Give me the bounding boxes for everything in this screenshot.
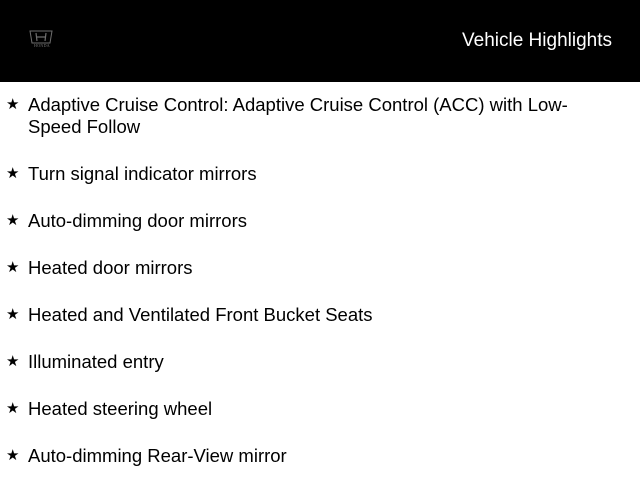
list-item bbox=[0, 398, 640, 420]
star-icon: ★ bbox=[6, 447, 20, 464]
star-icon: ★ bbox=[6, 212, 20, 229]
highlights-list bbox=[0, 94, 640, 492]
star-icon: ★ bbox=[6, 353, 20, 370]
star-icon: ★ bbox=[6, 259, 20, 276]
highlight-text: Turn signal indicator mirrors bbox=[28, 163, 257, 184]
list-item bbox=[0, 257, 640, 279]
list-item bbox=[0, 210, 640, 232]
highlight-text: Auto-dimming Rear-View mirror bbox=[28, 445, 287, 466]
list-item bbox=[0, 163, 640, 185]
highlight-text: Heated door mirrors bbox=[28, 257, 193, 278]
highlight-text: Heated steering wheel bbox=[28, 398, 213, 419]
list-item bbox=[0, 351, 640, 373]
list-item bbox=[0, 304, 640, 326]
list-item bbox=[0, 94, 640, 138]
star-icon: ★ bbox=[6, 400, 20, 417]
list-item bbox=[0, 445, 640, 467]
highlight-text: Illuminated entry bbox=[28, 351, 164, 372]
star-icon: ★ bbox=[6, 306, 20, 323]
logo-wordmark: HONDA bbox=[34, 43, 50, 48]
star-icon: ★ bbox=[6, 96, 20, 113]
highlight-text: Heated and Ventilated Front Bucket Seats bbox=[28, 304, 373, 325]
highlight-text: Auto-dimming door mirrors bbox=[28, 210, 247, 231]
header-bar bbox=[0, 0, 640, 82]
page-title: Vehicle Highlights bbox=[462, 30, 612, 51]
star-icon: ★ bbox=[6, 165, 20, 182]
highlight-text: Adaptive Cruise Control: Adaptive Cruise Control (ACC) with Low-Speed Follow bbox=[28, 94, 568, 137]
